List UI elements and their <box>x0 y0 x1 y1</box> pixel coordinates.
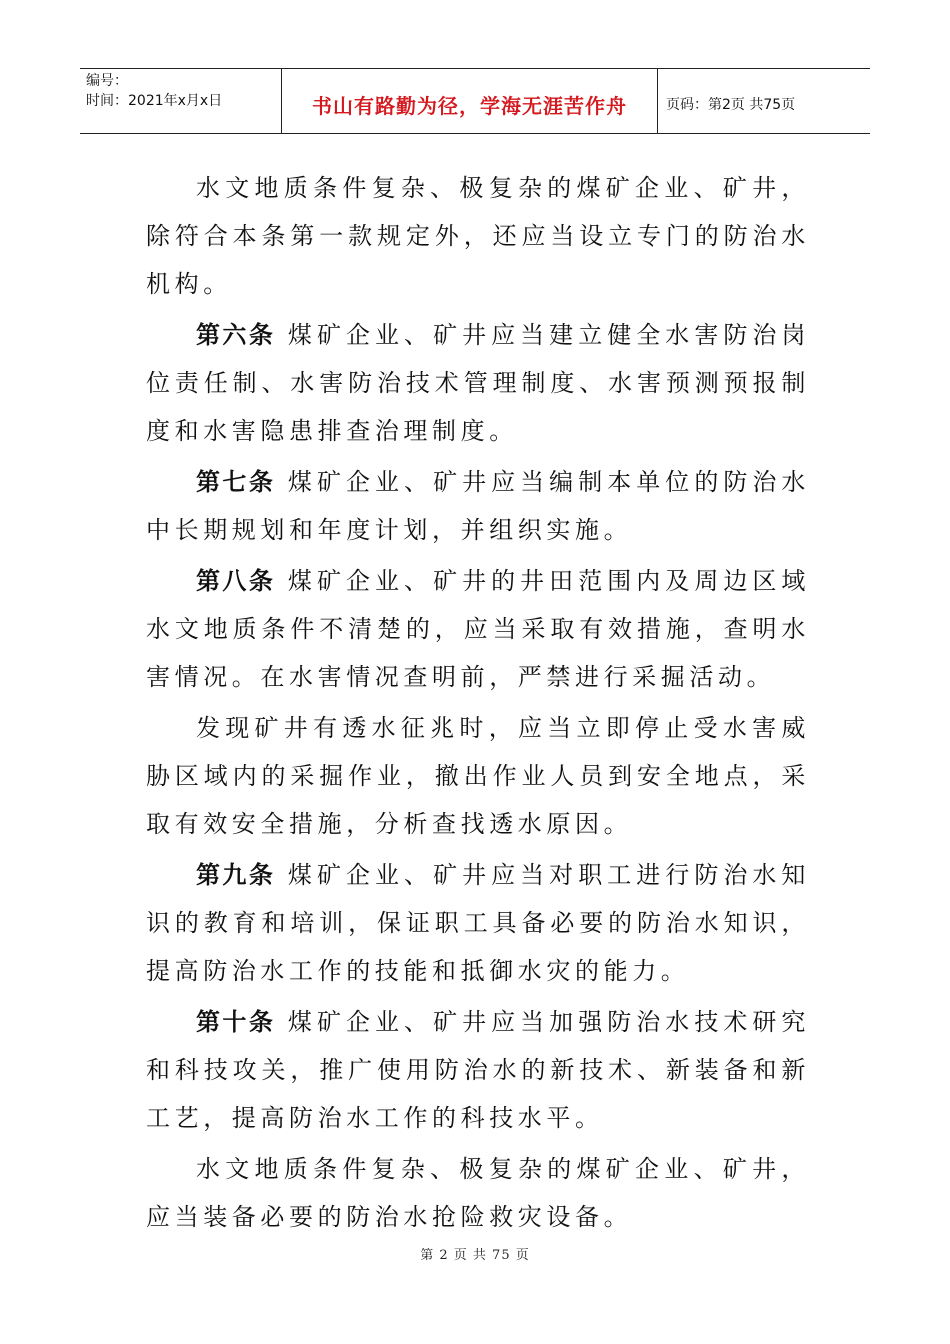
article-number: 第七条 <box>196 468 276 496</box>
header-meta <box>80 69 282 133</box>
article-number: 第十条 <box>196 1008 276 1036</box>
header-page-cell <box>658 69 870 133</box>
paragraph-text: 煤矿企业、矿井应当建立健全水害防治岗位责任制、水害防治技术管理制度、水害预测预报制度和水害隐患排查治理制度。 <box>146 321 810 445</box>
paragraph-text: 煤矿企业、矿井应当加强防治水技术研究和科技攻关，推广使用防治水的新技术、新装备和新工艺，提高防治水工作的科技水平。 <box>146 1008 810 1132</box>
paragraph <box>146 704 810 848</box>
paragraph-text: 发现矿井有透水征兆时，应当立即停止受水害威胁区域内的采掘作业，撤出作业人员到安全地点，采取有效安全措施，分析查找透水原因。 <box>146 714 810 838</box>
document-number-label: 编号： <box>86 73 128 89</box>
footer-page-number: 第 2 页 共 75 页 <box>420 1248 530 1263</box>
page-footer <box>0 1244 950 1263</box>
document-time-label: 时间：2021年x月x日 <box>86 93 223 109</box>
document-body <box>146 164 810 1244</box>
paragraph <box>146 998 810 1142</box>
paragraph-text: 煤矿企业、矿井的井田范围内及周边区域水文地质条件不清楚的，应当采取有效措施，查明水害情况。在水害情况查明前，严禁进行采掘活动。 <box>146 567 810 691</box>
paragraph <box>146 557 810 701</box>
article-number: 第八条 <box>196 567 276 595</box>
article-number: 第九条 <box>196 861 276 889</box>
paragraph <box>146 311 810 455</box>
paragraph <box>146 458 810 554</box>
paragraph <box>146 1145 810 1241</box>
paragraph-text: 水文地质条件复杂、极复杂的煤矿企业、矿井，除符合本条第一款规定外，还应当设立专门的防治水机构。 <box>146 174 810 298</box>
paragraph-text: 水文地质条件复杂、极复杂的煤矿企业、矿井，应当装备必要的防治水抢险救灾设备。 <box>146 1155 810 1231</box>
paragraph-text: 煤矿企业、矿井应当对职工进行防治水知识的教育和培训，保证职工具备必要的防治水知识，提高防治水工作的技能和抵御水灾的能力。 <box>146 861 810 985</box>
header-motto-cell <box>282 69 658 133</box>
header-motto: 书山有路勤为径，学海无涯苦作舟 <box>312 93 627 118</box>
page-header <box>80 68 870 134</box>
article-number: 第六条 <box>196 321 276 349</box>
header-page-info: 页码：第2页 共75页 <box>666 97 796 113</box>
paragraph <box>146 164 810 308</box>
paragraph <box>146 851 810 995</box>
paragraph-text: 煤矿企业、矿井应当编制本单位的防治水中长期规划和年度计划，并组织实施。 <box>146 468 810 544</box>
